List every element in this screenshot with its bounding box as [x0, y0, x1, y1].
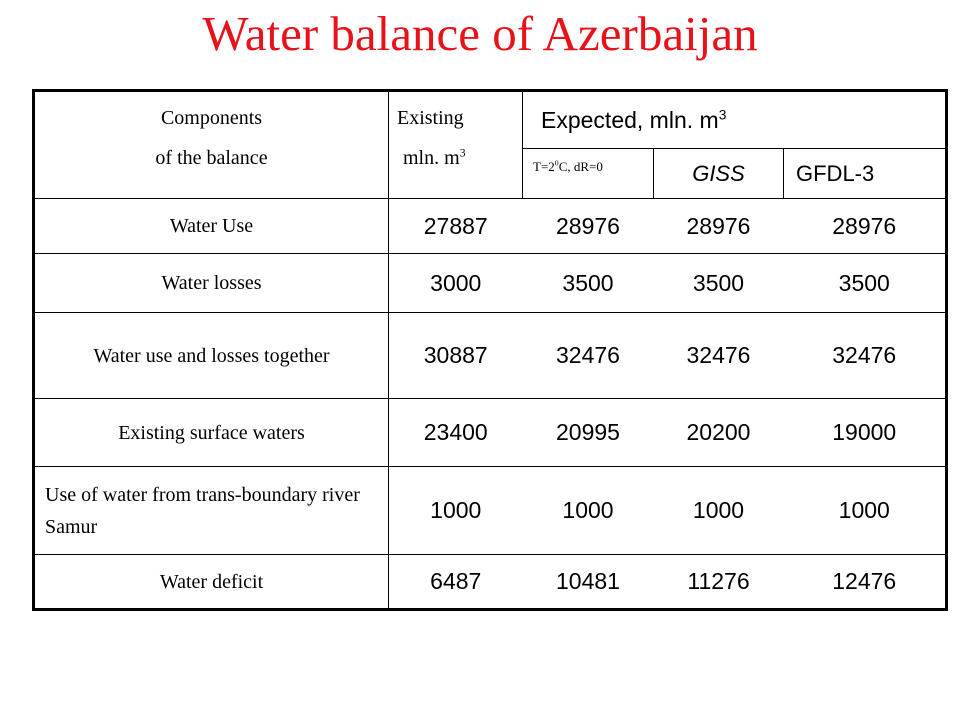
header-row: [34, 91, 947, 149]
giss-value: 3500: [654, 254, 784, 313]
gfdl-value: 3500: [784, 254, 947, 313]
row-label: Use of water from trans-boundary river Samur: [34, 467, 389, 555]
water-balance-table: [32, 89, 948, 611]
existing-value: 6487: [389, 555, 523, 610]
existing-header-line1: Existing: [397, 107, 464, 129]
gfdl-value: 19000: [784, 399, 947, 467]
gfdl-value: 12476: [784, 555, 947, 610]
giss-value: 11276: [654, 555, 784, 610]
row-label: Water use and losses together: [34, 313, 389, 399]
t2-value: 1000: [523, 467, 654, 555]
components-header: [34, 91, 389, 199]
existing-value: 1000: [389, 467, 523, 555]
existing-header-unit: mln. $m^3$: [403, 145, 466, 169]
scenario-gfdl-header: GFDL-3: [784, 149, 947, 199]
table-row: [34, 467, 947, 555]
existing-unit-superscript: 3: [459, 145, 466, 160]
row-label: Water Use: [34, 199, 389, 254]
t2-value: 32476: [523, 313, 654, 399]
gfdl-value: 28976: [784, 199, 947, 254]
existing-header: [389, 91, 523, 199]
table-row: [34, 399, 947, 467]
giss-value: 20200: [654, 399, 784, 467]
table-row: [34, 313, 947, 399]
giss-value: 1000: [654, 467, 784, 555]
scenario-giss-header: GISS: [654, 149, 784, 199]
table-row: [34, 555, 947, 610]
existing-value: 3000: [389, 254, 523, 313]
t2-value: 10481: [523, 555, 654, 610]
t2-value: 3500: [523, 254, 654, 313]
existing-value: 23400: [389, 399, 523, 467]
components-header-line2: of the balance: [155, 147, 268, 169]
t2-value: 28976: [523, 199, 654, 254]
components-header-line1: Components: [160, 107, 263, 129]
existing-value: 30887: [389, 313, 523, 399]
giss-value: 28976: [654, 199, 784, 254]
degree-superscript: 0: [554, 158, 559, 168]
row-label: Water losses: [34, 254, 389, 313]
existing-value: 27887: [389, 199, 523, 254]
table-row: [34, 254, 947, 313]
table-row: [34, 199, 947, 254]
slide-title: Water balance of Azerbaijan: [202, 6, 758, 61]
row-label: Water deficit: [34, 555, 389, 610]
expected-header: Expected, mln. $m^3$: [523, 91, 947, 149]
t2-value: 20995: [523, 399, 654, 467]
row-label: Existing surface waters: [34, 399, 389, 467]
gfdl-value: 32476: [784, 313, 947, 399]
gfdl-value: 1000: [784, 467, 947, 555]
giss-value: 32476: [654, 313, 784, 399]
expected-unit-superscript: 3: [718, 106, 727, 122]
scenario-t2-header: $T=2^0C$, dR=0: [523, 149, 654, 199]
